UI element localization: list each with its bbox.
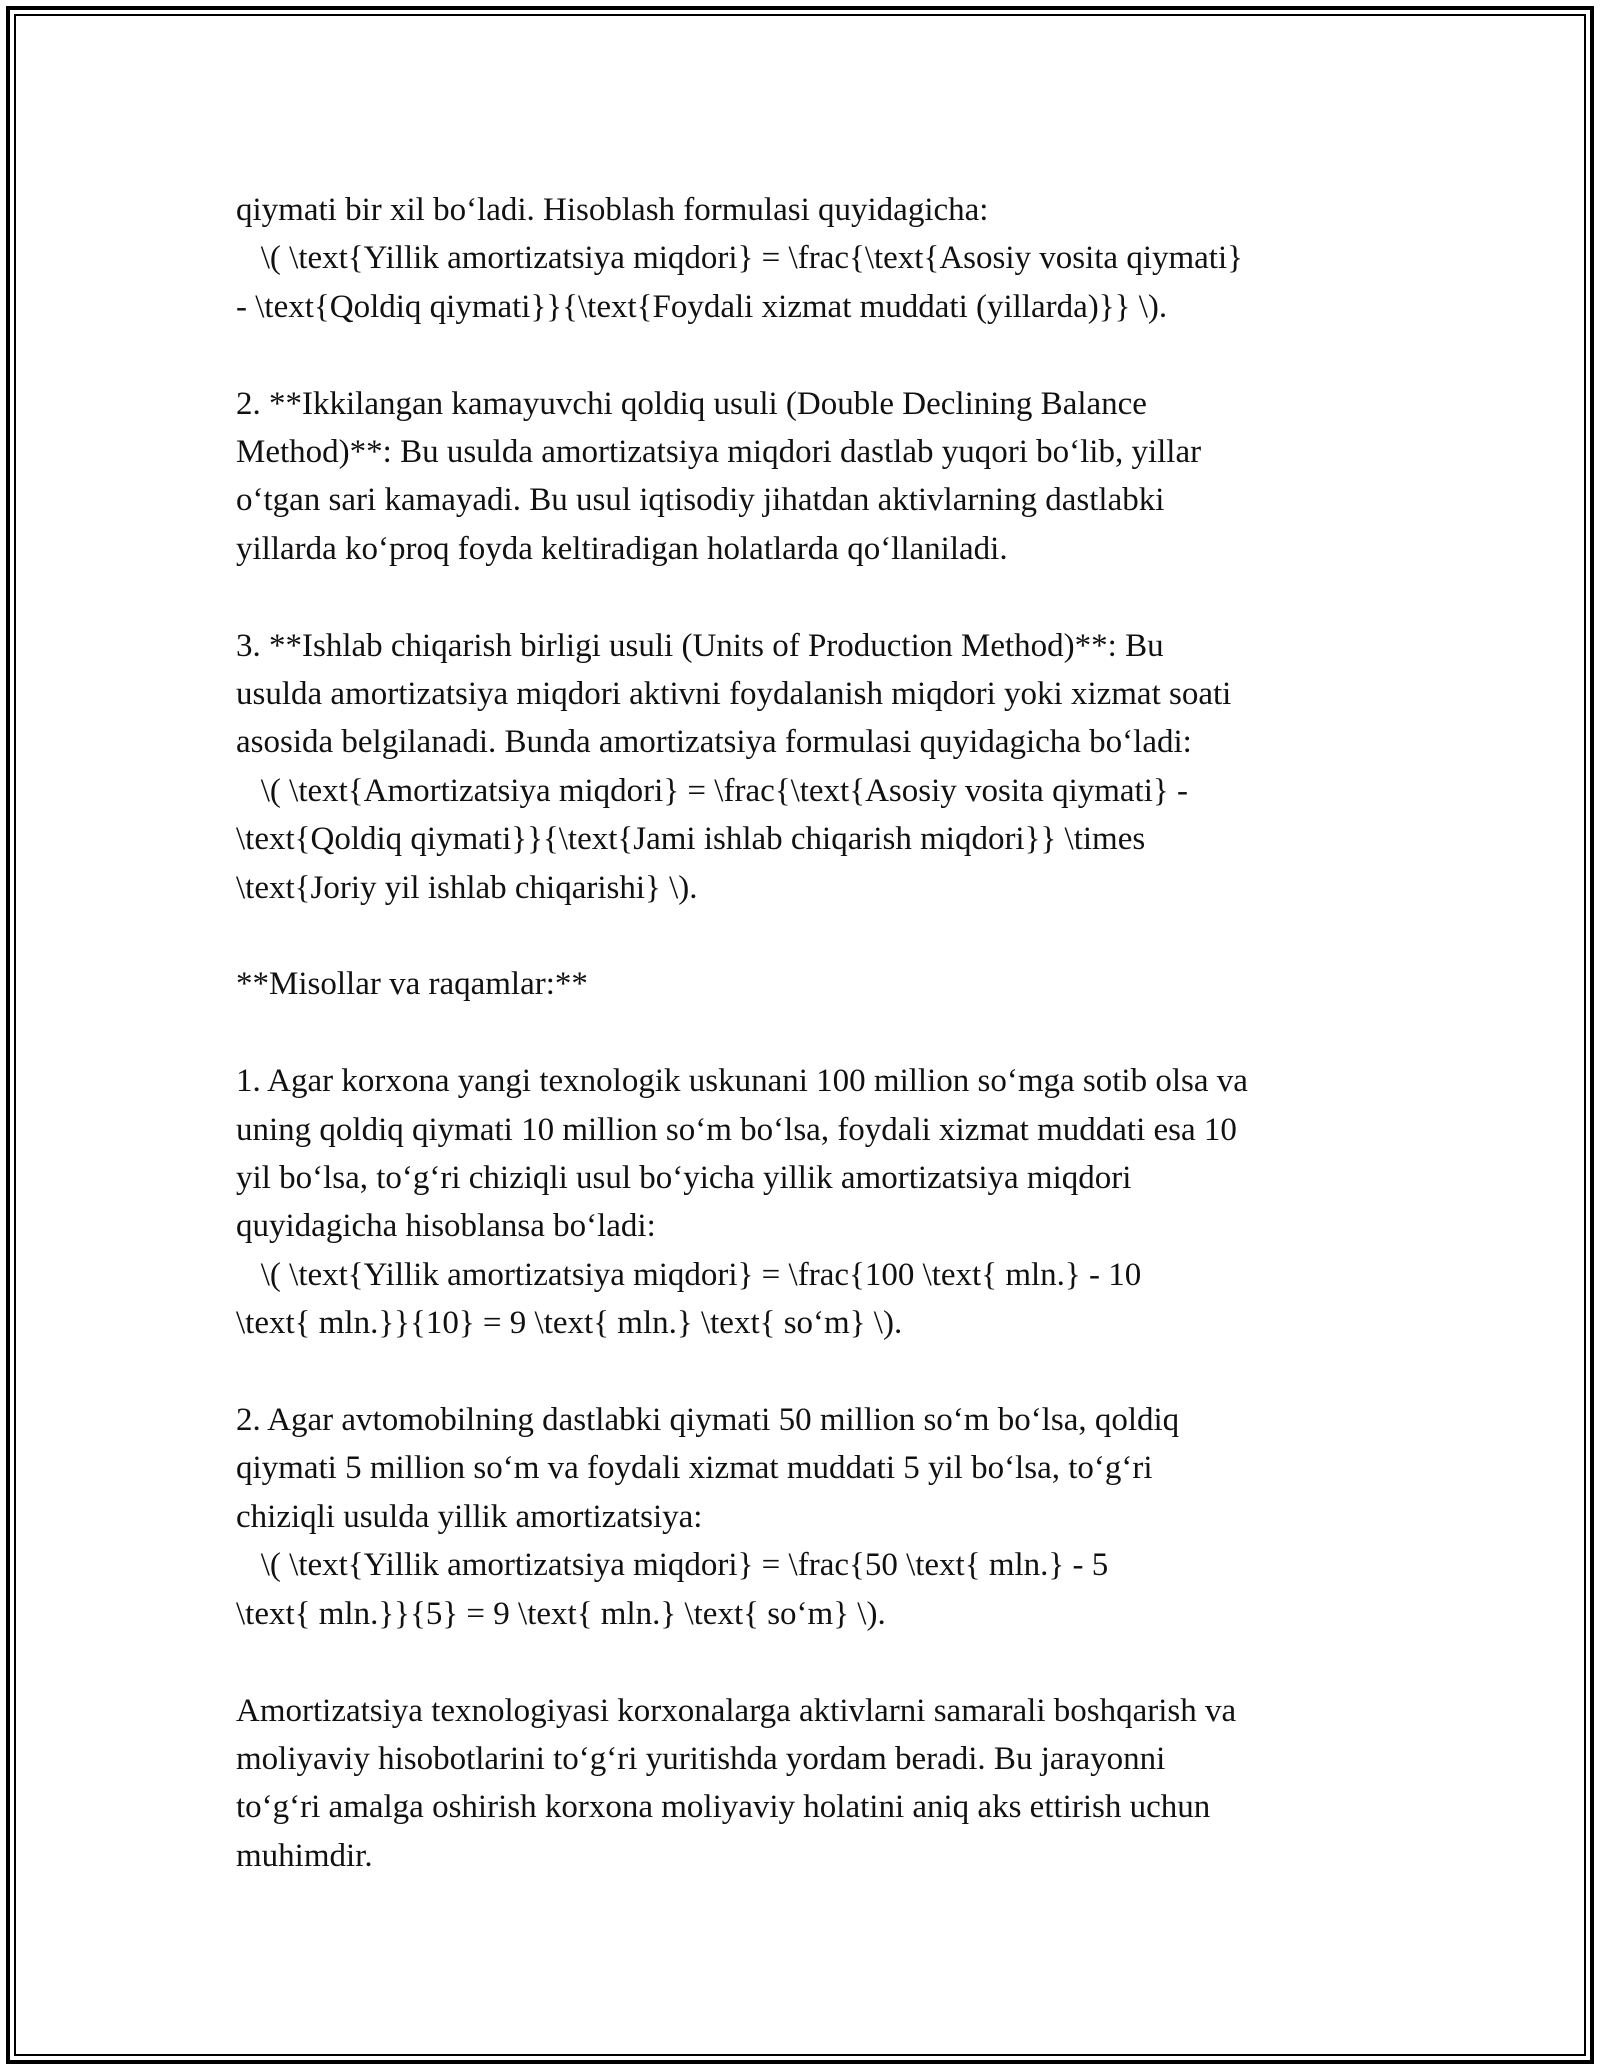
- text-line: 2. Agar avtomobilning dastlabki qiymati 50 million so‘m bo‘lsa, qoldiq: [236, 1402, 1180, 1439]
- text-line: \text{Qoldiq qiymati}}{\text{Jami ishlab chiqarish miqdori}} \times: [236, 821, 1146, 858]
- text-line: \text{ mln.}}{5} = 9 \text{ mln.} \text{ so‘m} \).: [236, 1595, 886, 1632]
- text-line: \( \text{Yillik amortizatsiya miqdori} = \frac{50 \text{ mln.} - 5: [236, 1547, 1109, 1584]
- text-line: qiymati 5 million so‘m va foydali xizmat muddati 5 yil bo‘lsa, to‘g‘ri: [236, 1450, 1153, 1487]
- text-line: - \text{Qoldiq qiymati}}{\text{Foydali xizmat muddati (yillarda)}} \).: [236, 288, 1168, 325]
- text-line: \( \text{Amortizatsiya miqdori} = \frac{\text{Asosiy vosita qiymati} -: [236, 772, 1188, 809]
- text-line: asosida belgilanadi. Bunda amortizatsiya formulasi quyidagicha bo‘ladi:: [236, 724, 1192, 761]
- paragraph-formula-straight-line: [236, 186, 1376, 331]
- text-line: qiymati bir xil bo‘ladi. Hisoblash formulasi quyidagicha:: [236, 192, 989, 228]
- text-line: \text{Joriy yil ishlab chiqarishi} \).: [236, 869, 698, 906]
- section-heading-examples: [236, 960, 1376, 1008]
- text-line: \( \text{Yillik amortizatsiya miqdori} = \frac{100 \text{ mln.} - 10: [236, 1256, 1142, 1293]
- text-line: 1. Agar korxona yangi texnologik uskunani 100 million so‘mga sotib olsa va: [236, 1063, 1248, 1100]
- paragraph-double-declining: [236, 380, 1376, 574]
- document-body: [236, 186, 1376, 1880]
- text-line: Method)**: Bu usulda amortizatsiya miqdori dastlab yuqori bo‘lib, yillar: [236, 434, 1202, 471]
- text-line: \text{ mln.}}{10} = 9 \text{ mln.} \text{ so‘m} \).: [236, 1305, 903, 1342]
- text-line: 2. **Ikkilangan kamayuvchi qoldiq usuli (Double Declining Balance: [236, 385, 1147, 422]
- text-line: usulda amortizatsiya miqdori aktivni foydalanish miqdori yoki xizmat soati: [236, 676, 1232, 713]
- text-line: **Misollar va raqamlar:**: [236, 966, 588, 1003]
- text-line: moliyaviy hisobotlarini to‘g‘ri yuritishda yordam beradi. Bu jarayonni: [236, 1740, 1166, 1777]
- text-line: \( \text{Yillik amortizatsiya miqdori} = \frac{\text{Asosiy vosita qiymati}: [236, 240, 1243, 277]
- text-line: yillarda ko‘proq foyda keltiradigan holatlarda qo‘llaniladi.: [236, 530, 1008, 567]
- text-line: chiziqli usulda yillik amortizatsiya:: [236, 1498, 703, 1535]
- text-line: yil bo‘lsa, to‘g‘ri chiziqli usul bo‘yicha yillik amortizatsiya miqdori: [236, 1160, 1132, 1197]
- text-line: uning qoldiq qiymati 10 million so‘m bo‘lsa, foydali xizmat muddati esa 10: [236, 1111, 1237, 1148]
- text-line: to‘g‘ri amalga oshirish korxona moliyaviy holatini aniq aks ettirish uchun: [236, 1789, 1211, 1826]
- text-line: quyidagicha hisoblansa bo‘ladi:: [236, 1208, 656, 1245]
- text-line: o‘tgan sari kamayadi. Bu usul iqtisodiy jihatdan aktivlarning dastlabki: [236, 482, 1165, 519]
- text-line: Amortizatsiya texnologiyasi korxonalarga aktivlarni samarali boshqarish va: [236, 1692, 1237, 1729]
- paragraph-units-of-production: [236, 622, 1376, 912]
- text-line: 3. **Ishlab chiqarish birligi usuli (Units of Production Method)**: Bu: [236, 627, 1164, 664]
- paragraph-example-2: [236, 1396, 1376, 1638]
- paragraph-example-1: [236, 1057, 1376, 1347]
- paragraph-conclusion: [236, 1687, 1376, 1881]
- text-line: muhimdir.: [236, 1837, 373, 1874]
